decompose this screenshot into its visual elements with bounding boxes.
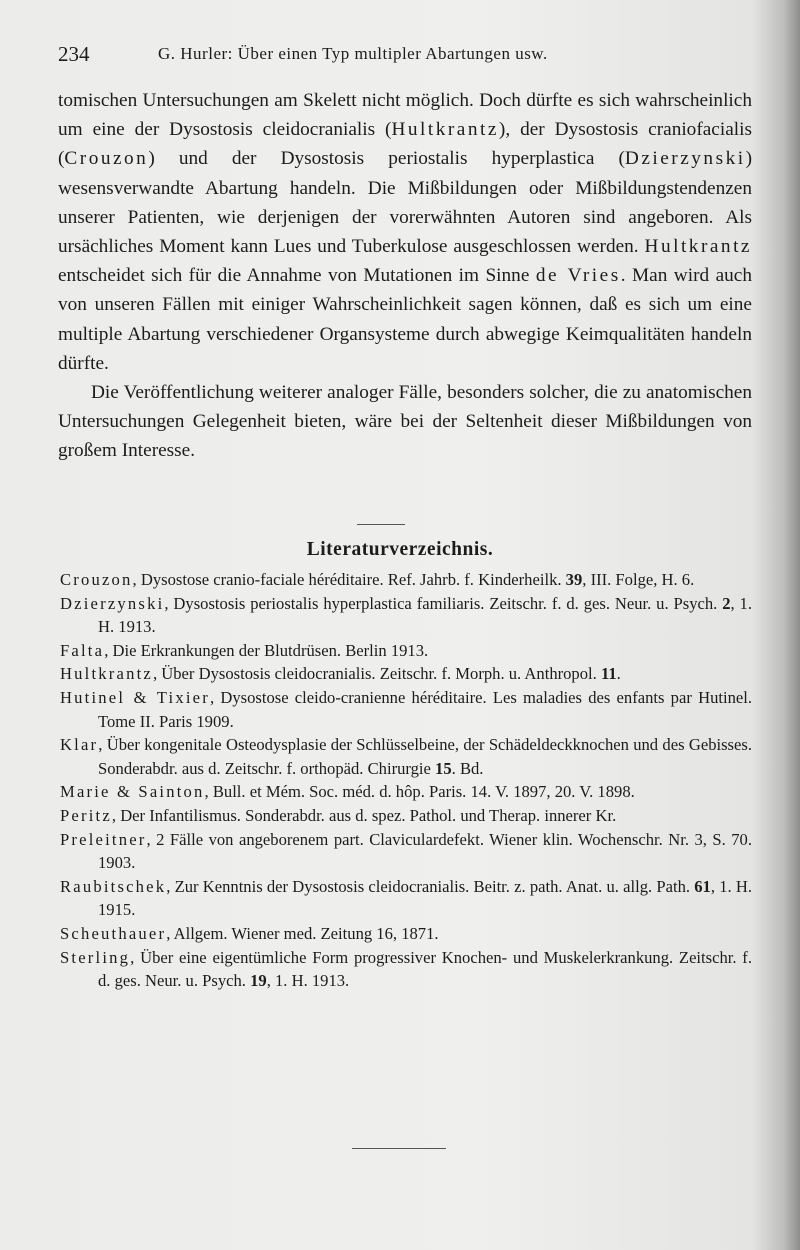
paragraph-1 — [58, 86, 752, 378]
reference-author: Crouzon — [60, 570, 133, 589]
page-header — [58, 40, 748, 70]
reference-entry — [60, 686, 752, 733]
author-name: Hultkrantz — [644, 236, 752, 258]
page-number: 234 — [58, 42, 90, 66]
reference-tail: , 1. H. 1915. — [98, 876, 752, 920]
reference-entry — [60, 922, 752, 946]
reference-text: , Allgem. Wiener med. Zeitung 16, 1871. — [166, 923, 439, 943]
reference-volume: 61 — [694, 876, 711, 896]
reference-author: Scheuthauer — [60, 923, 167, 943]
text-run: tomischen Untersuchungen am Skelett nicht möglich. Doch dürfte es sich wahrscheinlich um eine der Dysostosis cleidocranialis ( — [58, 90, 752, 141]
text-run: entscheidet sich für die Annahme von Mutationen im Sinne — [58, 265, 536, 287]
reference-entry — [60, 828, 752, 875]
reference-author: Dzierzynski — [60, 593, 165, 613]
reference-author: Peritz — [60, 805, 112, 825]
reference-tail: , 1. H. 1913. — [266, 971, 350, 991]
reference-entry — [60, 946, 752, 993]
reference-text: , Dysostosis periostalis hyperplastica familiaris. Zeitschr. f. d. ges. Neur. u. Psych. — [164, 593, 723, 613]
reference-author: Falta — [60, 640, 105, 660]
references-heading: Literaturverzeichnis. — [306, 539, 494, 560]
reference-entry — [60, 639, 752, 663]
reference-list — [60, 568, 752, 993]
reference-author: Klar — [60, 735, 99, 755]
text-run: ), der Dysostosis craniofacialis ( — [58, 119, 752, 170]
running-head: G. Hurler: Über einen Typ multipler Abartungen usw. — [158, 44, 548, 63]
reference-volume: 15 — [435, 758, 452, 778]
reference-tail: , 1. H. 1913. — [98, 593, 753, 637]
reference-text: , Zur Kenntnis der Dysostosis cleidocranialis. Beitr. z. path. Anat. u. allg. Path. — [166, 876, 695, 896]
text-run: ) und der Dysostosis periostalis hyperplastica ( — [148, 148, 625, 170]
reference-text: , Über kongenitale Osteodysplasie der Schlüsselbeine, der Schädeldeckknochen und des Gebisses. Sonderabdr. aus d. Zeitschr. f. orthopäd. Chirurgie — [98, 735, 752, 778]
reference-text: , Über Dysostosis cleidocranialis. Zeitschr. f. Morph. u. Anthropol. — [152, 664, 601, 684]
reference-author: Hultkrantz — [60, 664, 153, 684]
reference-entry — [60, 733, 752, 780]
reference-volume: 2 — [722, 593, 731, 613]
reference-text: , Über eine eigentümliche Form progressiver Knochen- und Muskelerkrankung. Zeitschr. f. d. ges. Neur. u. Psych. — [98, 947, 752, 991]
reference-author: Sterling — [60, 947, 131, 967]
reference-tail: . Bd. — [451, 758, 484, 778]
reference-author: Preleitner — [60, 829, 147, 849]
reference-tail: , III. Folge, H. 6. — [582, 570, 695, 589]
reference-entry — [60, 875, 752, 922]
end-divider — [352, 1148, 446, 1149]
reference-author: Marie & Sainton — [60, 782, 205, 802]
text-run: . Man wird auch von unseren Fällen mit einiger Wahrscheinlichkeit sagen können, daß es sich um eine multiple Abartung verschiedener Organsysteme durch abwegige Keimqualitäten handeln dürfte. — [58, 265, 752, 374]
reference-volume: 11 — [600, 664, 617, 684]
reference-entry — [60, 592, 752, 639]
reference-author: Hutinel & Tixier — [60, 687, 210, 707]
reference-volume: 19 — [250, 971, 267, 991]
body-text — [58, 86, 752, 466]
reference-text: , Dysostose cranio-faciale héréditaire. Ref. Jahrb. f. Kinderheilk. — [132, 570, 566, 589]
reference-text: , Bull. et Mém. Soc. méd. d. hôp. Paris. 14. V. 1897, 20. V. 1898. — [204, 782, 635, 802]
reference-entry — [60, 804, 752, 828]
reference-entry — [60, 780, 752, 804]
text-run: ) wesensverwandte Abartung handeln. Die Mißbildungen oder Mißbildungstendenzen unserer Patienten, wie derjenigen der vorerwähnten Autoren sind angeboren. Als ursächliches Moment kann Lues und Tuberkulose ausgeschlossen werden. — [58, 148, 752, 258]
reference-text: , Der Infantilismus. Sonderabdr. aus d. spez. Pathol. und Therap. innerer Kr. — [111, 805, 617, 825]
reference-text: , Die Erkrankungen der Blutdrüsen. Berlin 1913. — [104, 640, 429, 660]
reference-text: , 2 Fälle von angeborenem part. Claviculardefekt. Wiener klin. Wochenschr. Nr. 3, S. 70. 1903. — [98, 829, 752, 873]
reference-author: Raubitschek — [60, 876, 167, 896]
reference-volume: 39 — [565, 570, 583, 589]
section-divider — [357, 524, 405, 525]
author-name: de Vries — [535, 265, 621, 287]
reference-entry — [60, 662, 752, 686]
paragraph-2: Die Veröffentlichung weiterer analoger Fälle, besonders solcher, die zu anatomischen Untersuchungen Gelegenheit bieten, wäre bei der Seltenheit dieser Mißbildungen von großem Interesse. — [58, 382, 752, 462]
author-name: Hultkrantz — [391, 119, 499, 141]
reference-tail: . — [616, 664, 621, 684]
reference-text: , Dysostose cleido-cranienne héréditaire. Les maladies des enfants par Hutinel. Tome II. Paris 1909. — [98, 687, 753, 731]
reference-entry — [60, 568, 752, 592]
author-name: Crouzon — [64, 148, 149, 170]
author-name: Dzierzynski — [624, 148, 746, 170]
